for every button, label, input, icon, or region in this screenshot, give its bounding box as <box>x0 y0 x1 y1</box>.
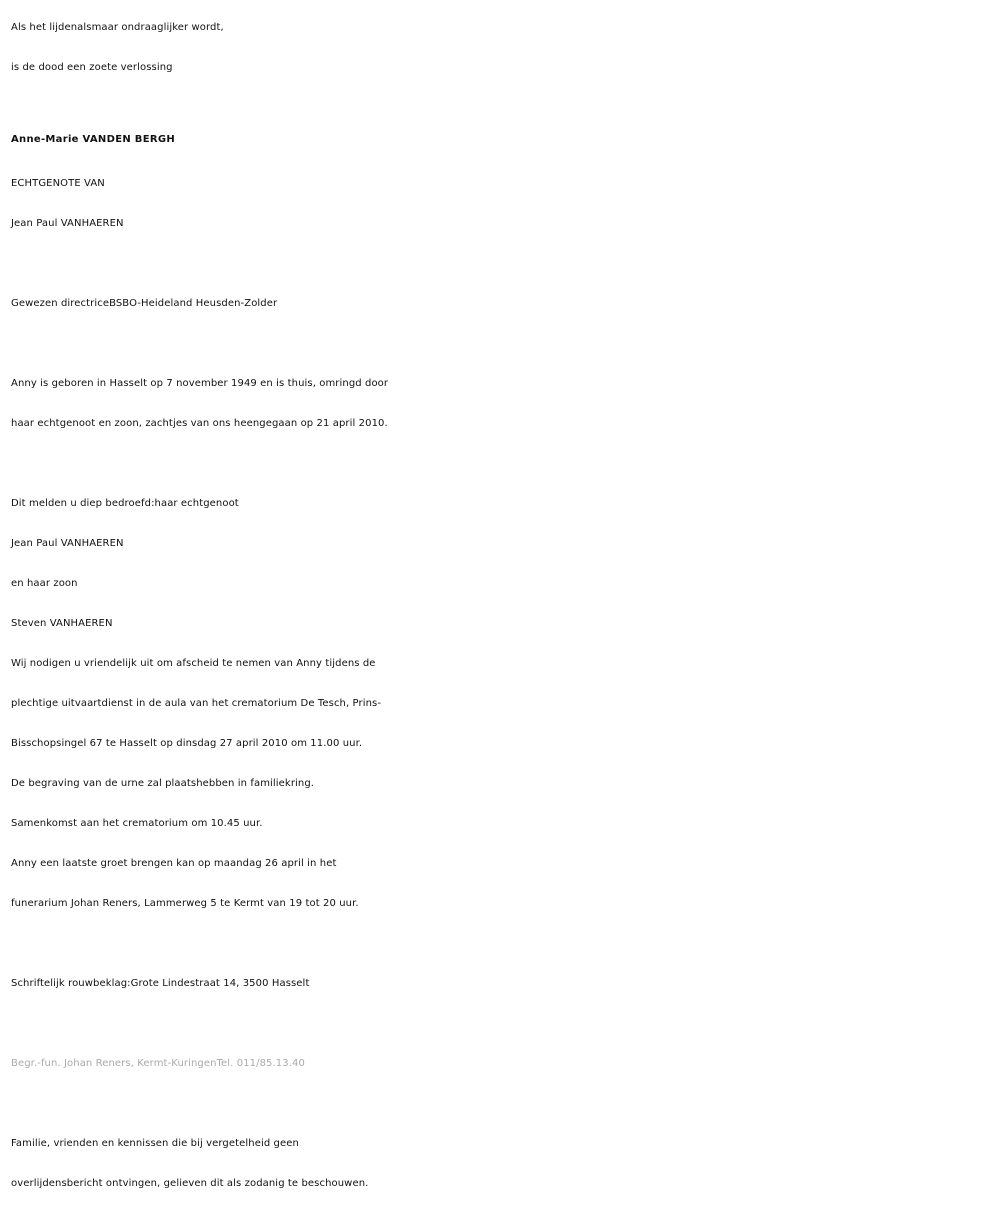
announcement-line: en haar zoon <box>11 578 78 589</box>
spacer <box>11 924 1000 964</box>
quote-line-2: is de dood een zoete verlossing <box>11 62 173 73</box>
announcement-line: De begraving van de urne zal plaatshebben in familiekring. <box>11 778 315 789</box>
announcement-line: Bisschopsingel 67 te Hasselt op dinsdag 27 april 2010 om 11.00 uur. <box>11 738 363 749</box>
birth-death-line-2: haar echtgenoot en zoon, zachtjes van ons heengegaan op 21 april 2010. <box>11 418 388 429</box>
spacer <box>11 1084 1000 1124</box>
birth-death-line-1: Anny is geboren in Hasselt op 7 november 1949 en is thuis, omringd door <box>11 378 389 389</box>
announcement-line: funerarium Johan Reners, Lammerweg 5 te Kermt van 19 tot 20 uur. <box>11 898 359 909</box>
spacer <box>11 1004 1000 1044</box>
announcement-line: Wij nodigen u vriendelijk uit om afscheid te nemen van Anny tijdens de <box>11 658 376 669</box>
occupation-text: Gewezen directriceBSBO-Heideland Heusden-Zolder <box>11 298 278 309</box>
spacer <box>11 324 1000 364</box>
announcement-line: Steven VANHAEREN <box>11 618 113 629</box>
quote-line-1: Als het lijdenalsmaar ondraaglijker wordt, <box>11 22 224 33</box>
spacer <box>11 244 1000 284</box>
spacer <box>11 444 1000 484</box>
undertaker-info: Begr.-fun. Johan Reners, Kermt-KuringenTel. 011/85.13.40 <box>11 1058 305 1069</box>
announcement-line: plechtige uitvaartdienst in de aula van het crematorium De Tesch, Prins- <box>11 698 382 709</box>
announcement-line: Dit melden u diep bedroefd:haar echtgenoot <box>11 498 239 509</box>
spouse-name: Jean Paul VANHAEREN <box>11 218 124 229</box>
closing-line-1: Familie, vrienden en kennissen die bij vergetelheid geen <box>11 1138 299 1149</box>
condolences-address: Schriftelijk rouwbeklag:Grote Lindestraat 14, 3500 Hasselt <box>11 978 310 989</box>
announcement-line: Anny een laatste groet brengen kan op maandag 26 april in het <box>11 858 337 869</box>
relation-label: ECHTGENOTE VAN <box>11 178 105 189</box>
deceased-name: Anne-Marie VANDEN BERGH <box>11 134 176 145</box>
announcement-line: Samenkomst aan het crematorium om 10.45 uur. <box>11 818 263 829</box>
announcement-line: Jean Paul VANHAEREN <box>11 538 124 549</box>
closing-line-2: overlijdensbericht ontvingen, gelieven dit als zodanig te beschouwen. <box>11 1178 369 1189</box>
